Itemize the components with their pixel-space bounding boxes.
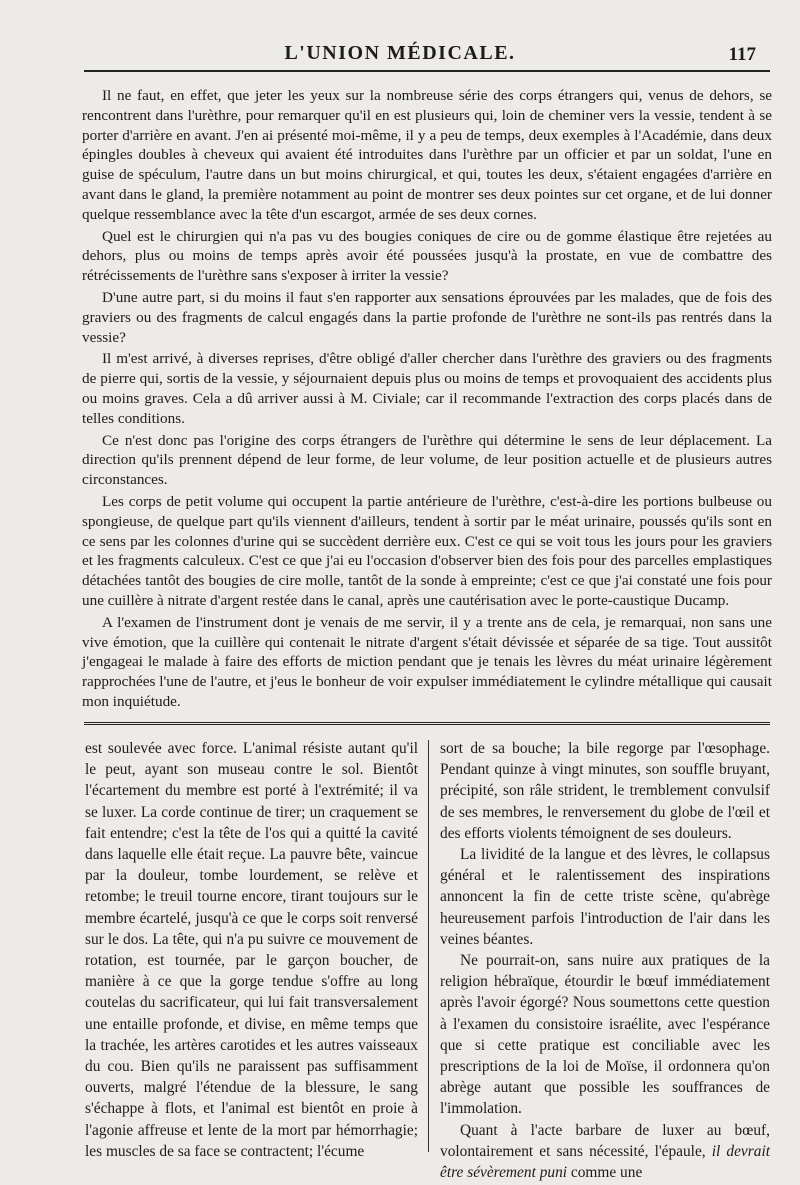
paragraph: Il m'est arrivé, à diverses reprises, d'être obligé d'aller chercher dans l'urèthre des graviers ou des fragments de pierre qui, sortis de la vessie, y séjournaient depuis plus ou moins de temps et provoquaient des accidents plus ou moins graves. Cela a dû arriver aussi à M. Civiale; car il recommande l'extraction des corps placés dans de telles conditions. [82,350,772,427]
paragraph: A l'examen de l'instrument dont je venais de me servir, il y a trente ans de cela, je remarquai, non sans une vive émotion, que la cuillère qui contenait le nitrate d'argent s'était dévissée et séparée de sa tige. Tout aussitôt j'engageai le malade à faire des efforts de miction pendant que je tenais les lèvres du méat urinaire légèrement rapprochées l'une de l'autre, et j'eus le bonheur de voir expulser immédiatement le cylindre métallique qui causait mon inquiétude. [82,613,772,710]
running-title: L'UNION MÉDICALE. [284,42,516,64]
italic-text: il devrait être sévèrement puni [440,1142,770,1182]
paragraph: Il ne faut, en effet, que jeter les yeux sur la nombreuse série des corps étrangers qui, venus de dehors, se rencontrent dans l'urèthre, pour remarquer qu'il en est plusieurs qui, loin de cheminer vers la vessie, tendent à se porter d'arrière en avant. J'en ai présenté moi-même, il y a peu de temps, deux exemples à l'Académie, dans deux épingles doubles à cheveux qui avaient été introduites dans l'urèthre par un officier et par un soldat, l'une en guise de spéculum, l'autre dans un but moins chirurgical, et qui, toutes les deux, s'étaient engagées d'arrière en avant dans le gland, la première notamment au point de montrer ses deux pointes sur cet organe, et de lui donner quelque ressemblance avec la tête d'un escargot, armée de ses deux cornes. [82,87,772,223]
paragraph-text: comme une [567,1164,643,1182]
left-column [85,738,418,1162]
paragraph: Quel est le chirurgien qui n'a pas vu des bougies coniques de cire ou de gomme élastique être rejetées au dehors, plus ou moins de temps après avoir été poussées jusqu'à la prostate, en vue de combattre des rétrécissements de l'urèthre sans s'exposer à irriter la vessie? [82,227,772,285]
paragraph: sort de sa bouche; la bile regorge par l'œsophage. Pendant quinze à vingt minutes, son souffle bruyant, précipité, son râle strident, le tremblement convulsif de ses membres, le renversement du globe de l'œil et des efforts violents témoignent de ses douleurs. [440,740,770,842]
right-column [440,738,770,1183]
paragraph [440,1120,770,1184]
paragraph: est soulevée avec force. L'animal résiste autant qu'il le peut, ayant son museau contre le sol. Bientôt l'écartement du membre est porté à l'extrémité; il va se luxer. La corde continue de tirer; un craquement se fait entendre; c'est la tête de l'os qui a quitté la cavité dans laquelle elle était reçue. La pauvre bête, vaincue par la douleur, tombe lourdement, se relève et retombe; le treuil tourne encore, tirant toujours sur le membre écartelé, jusqu'à ce que le corps soit renversé sur le dos. La tête, qui n'a pu suivre ce mouvement de rotation, est tournée, par le garçon boucher, de manière à ce que la gorge tendue s'offre au long coutelas du sacrificateur, qui lui fait transversalement une entaille profonde, et divise, en même temps que la trachée, les artères carotides et les autres vaisseaux du cou. Bien qu'ils ne paraissent pas suffisamment ouverts, malgré l'étendue de la blessure, le sang s'échappe à flots, et l'animal est bientôt en proie à l'agonie affreuse et lente de la mort par hémorrhagie; les muscles de sa face se contractent; l'écume [85,740,418,1160]
paragraph: Les corps de petit volume qui occupent la partie antérieure de l'urèthre, c'est-à-dire les portions bulbeuse ou spongieuse, de quelque part qu'ils viennent d'ailleurs, tendent à sortir par le méat urinaire, poussés qu'ils sont en ce sens par les colonnes d'urine qui se succèdent derrière eux. C'est ce qui se voit tous les jours pour les graviers et les fragments calculeux. C'est ce que j'ai eu l'occasion d'observer bien des fois pour des parcelles emplastiques détachées tantôt des bougies de cire molle, tantôt de la sonde à empreinte; c'est ce que j'ai constaté une fois pour une cuillère à nitrate d'argent restée dans le canal, après une cautérisation avec le porte-caustique Ducamp. [82,492,772,609]
column-divider [428,740,429,1152]
page-number: 117 [728,44,756,65]
section-divider [84,722,770,729]
paragraph: La lividité de la langue et des lèvres, le collapsus général et le ralentissement des inspirations annoncent la fin de cette triste scène, qu'abrège heureusement parfois l'introduction de l'air dans les veines béantes. [440,846,770,948]
paragraph: Ce n'est donc pas l'origine des corps étrangers de l'urèthre qui détermine le sens de leur déplacement. La direction qu'ils prennent dépend de leur forme, de leur volume, de leur position actuelle et de plusieurs autres circonstances. [82,431,772,489]
header-rule [84,70,770,72]
paragraph: D'une autre part, si du moins il faut s'en rapporter aux sensations éprouvées par les malades, que de fois des graviers ou des fragments de calcul engagés dans la partie profonde de l'urèthre ne sont-ils pas rentrés dans la vessie? [82,288,772,346]
paragraph-text: Quant à l'acte barbare de luxer au bœuf, volontairement et sans nécessité, l'épaule, [440,1121,770,1160]
upper-section [82,86,772,714]
paragraph: Ne pourrait-on, sans nuire aux pratiques de la religion hébraïque, étourdir le bœuf immédiatement après l'avoir égorgé? Nous soumettons cette question à l'examen du consistoire israélite, avec l'espérance que si cette pratique est conciliable avec les prescriptions de la loi de Moïse, il ordonnera qu'on abrège autant que possible les souffrances de l'immolation. [440,952,770,1118]
